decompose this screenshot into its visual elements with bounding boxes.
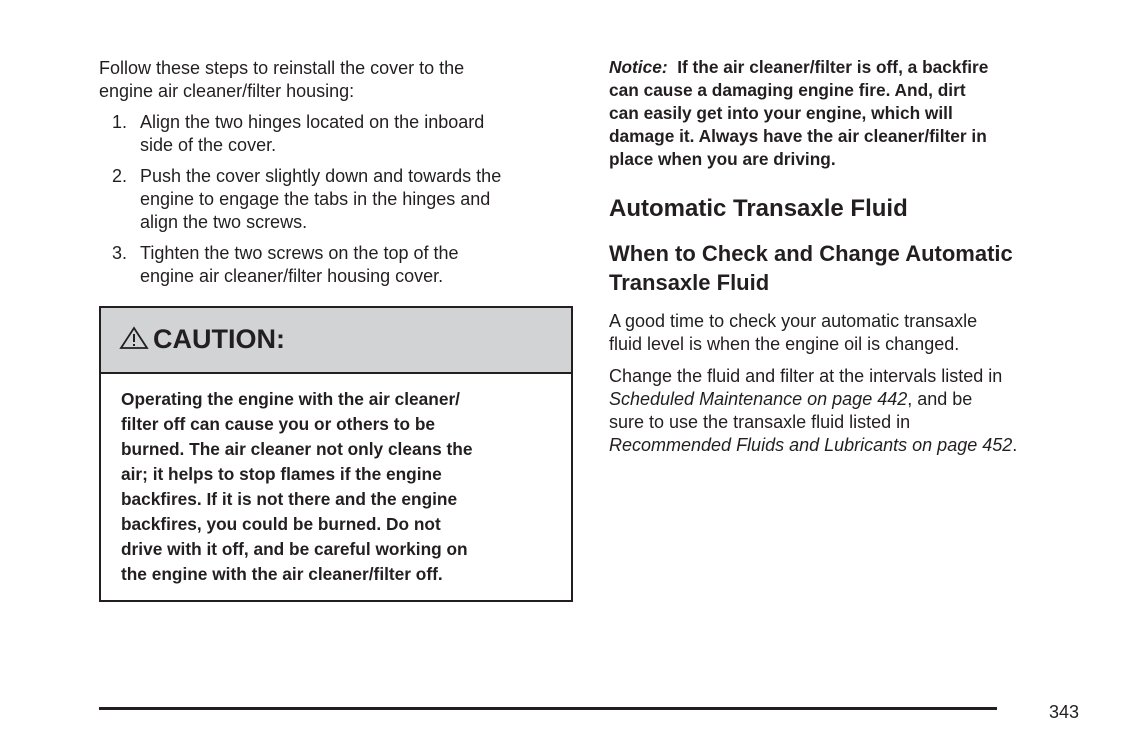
caution-box xyxy=(99,306,573,602)
paragraph-text: . xyxy=(1012,435,1018,455)
footer-rule xyxy=(99,707,997,710)
step-text: align the two screws. xyxy=(140,212,308,232)
caution-line: drive with it off, and be careful working on xyxy=(121,539,468,559)
notice-line: damage it. Always have the air cleaner/filter in xyxy=(609,126,987,146)
caution-header xyxy=(101,308,571,374)
paragraph-line xyxy=(609,388,972,411)
paragraph-line: fluid level is when the engine oil is changed. xyxy=(609,334,960,354)
notice-label: Notice: xyxy=(609,57,668,77)
paragraph-line: sure to use the transaxle fluid listed in xyxy=(609,412,911,432)
step-text: side of the cover. xyxy=(140,135,277,155)
paragraph-line xyxy=(609,434,1017,457)
subsection-heading: When to Check and Change Automatic xyxy=(609,241,1013,266)
caution-title xyxy=(119,324,285,355)
intro-line: Follow these steps to reinstall the cover to the xyxy=(99,58,465,78)
step-text: Push the cover slightly down and towards the xyxy=(140,166,502,186)
notice-line: can cause a damaging engine fire. And, dirt xyxy=(609,80,966,100)
intro-line: engine air cleaner/filter housing: xyxy=(99,81,355,101)
paragraph-text: , and be xyxy=(907,389,973,409)
subsection-heading: Transaxle Fluid xyxy=(609,270,770,295)
caution-line: filter off can cause you or others to be xyxy=(121,414,435,434)
caution-label: CAUTION: xyxy=(153,324,285,354)
section-heading: Automatic Transaxle Fluid xyxy=(609,195,908,222)
step-text: Tighten the two screws on the top of the xyxy=(140,243,459,263)
step-text: Align the two hinges located on the inboard xyxy=(140,112,485,132)
warning-triangle-icon xyxy=(119,326,149,350)
notice-line: can easily get into your engine, which will xyxy=(609,103,953,123)
step-text: engine to engage the tabs in the hinges and xyxy=(140,189,491,209)
paragraph-line: A good time to check your automatic transaxle xyxy=(609,311,978,331)
caution-line: Operating the engine with the air cleaner/ xyxy=(121,389,460,409)
caution-line: backfires. If it is not there and the engine xyxy=(121,489,458,509)
step-text: engine air cleaner/filter housing cover. xyxy=(140,266,444,286)
caution-line: burned. The air cleaner not only cleans the xyxy=(121,439,473,459)
notice-line xyxy=(609,56,988,79)
step-number: 3. xyxy=(112,243,128,263)
page-number: 343 xyxy=(1049,702,1080,722)
scheduled-maintenance-link[interactable]: Scheduled Maintenance on page 442 xyxy=(609,389,908,409)
step-number: 1. xyxy=(112,112,128,132)
notice-line: place when you are driving. xyxy=(609,149,836,169)
recommended-fluids-link[interactable]: Recommended Fluids and Lubricants on page 452 xyxy=(609,435,1013,455)
caution-line: backfires, you could be burned. Do not xyxy=(121,514,441,534)
notice-text: If the air cleaner/filter is off, a backfire xyxy=(677,57,989,77)
step-number: 2. xyxy=(112,166,128,186)
paragraph-line: Change the fluid and filter at the intervals listed in xyxy=(609,366,1003,386)
caution-line: air; it helps to stop flames if the engine xyxy=(121,464,442,484)
caution-line: the engine with the air cleaner/filter off. xyxy=(121,564,443,584)
